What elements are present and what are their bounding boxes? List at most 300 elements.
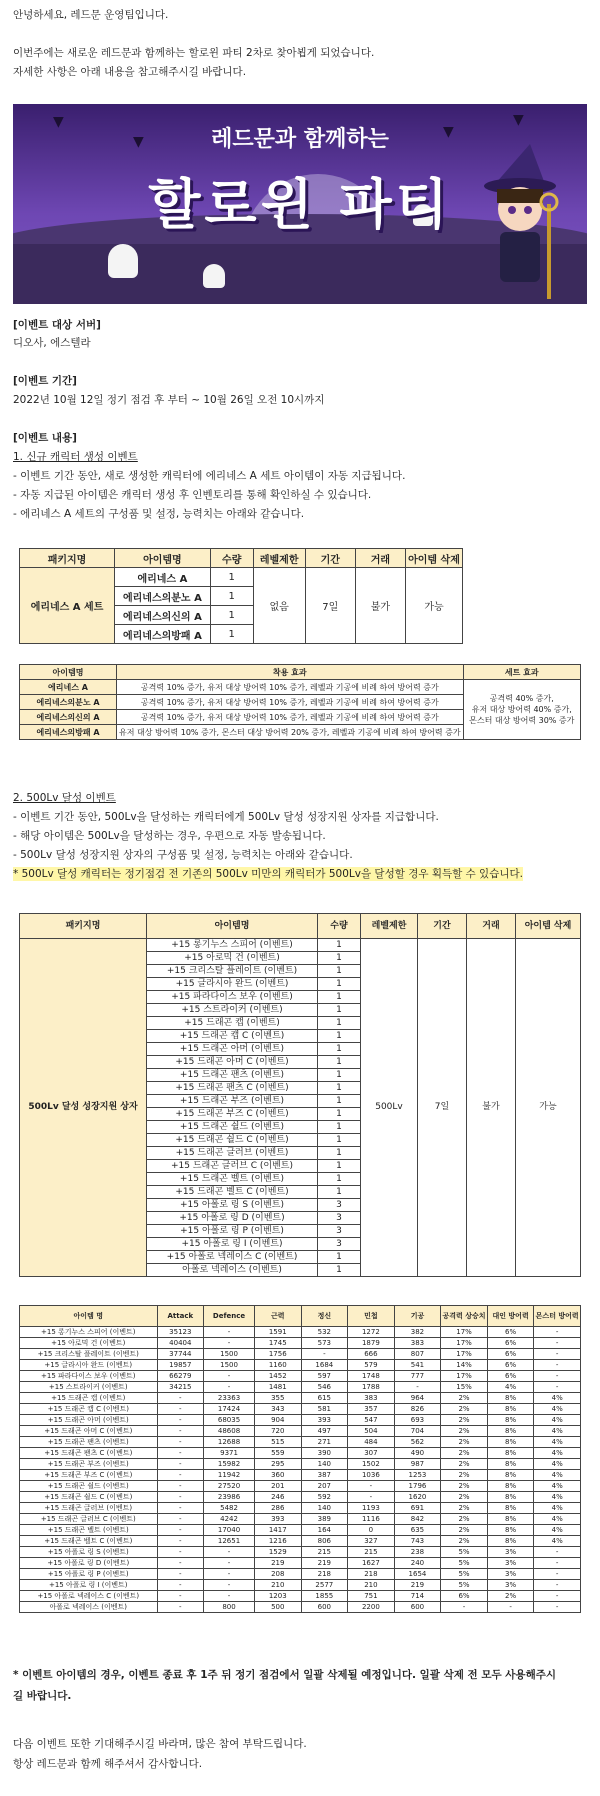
stat-cell: 34215 — [157, 1382, 204, 1393]
item-name-cell: +15 드래곤 글러브 C (이벤트) — [20, 1514, 158, 1525]
stat-cell: 1620 — [394, 1492, 441, 1503]
stat-cell: 600 — [394, 1602, 441, 1613]
stat-cell: 343 — [254, 1404, 301, 1415]
quantity-cell: 1 — [318, 1056, 361, 1069]
stat-cell: - — [157, 1459, 204, 1470]
table-header: 민첩 — [348, 1306, 395, 1327]
stat-cell: - — [157, 1536, 204, 1547]
stat-cell: 6% — [487, 1338, 534, 1349]
package-name-cell: 에리네스 A 세트 — [20, 568, 115, 644]
stat-cell: 5% — [441, 1580, 488, 1591]
stat-cell: 5% — [441, 1547, 488, 1558]
item-name-cell: 에리네스의방패 A — [115, 625, 211, 644]
stat-cell: 777 — [394, 1371, 441, 1382]
stat-cell: - — [204, 1382, 255, 1393]
quantity-cell: 3 — [318, 1238, 361, 1251]
stat-cell: 1272 — [348, 1327, 395, 1338]
stat-cell: 1529 — [254, 1547, 301, 1558]
event2-stats-table — [19, 1305, 581, 1613]
stat-cell: 515 — [254, 1437, 301, 1448]
stat-cell: 4% — [487, 1382, 534, 1393]
stat-cell: 8% — [487, 1448, 534, 1459]
delete-cell: 가능 — [405, 568, 462, 644]
stat-cell: - — [157, 1426, 204, 1437]
stat-cell: 66279 — [157, 1371, 204, 1382]
table-row — [20, 1569, 581, 1580]
table-row — [20, 939, 581, 952]
stat-cell: 1879 — [348, 1338, 395, 1349]
quantity-cell: 1 — [318, 978, 361, 991]
stat-cell: 541 — [394, 1360, 441, 1371]
stat-cell: 6% — [487, 1349, 534, 1360]
set-effect-line: 유저 대상 방어력 40% 증가, — [471, 705, 572, 714]
table-header-row — [20, 1306, 581, 1327]
quantity-cell: 1 — [210, 606, 253, 625]
stat-cell: 4% — [534, 1415, 581, 1426]
quantity-cell: 1 — [318, 1147, 361, 1160]
intro-line-2: 자세한 사항은 아래 내용을 참고해주시길 바랍니다. — [13, 66, 247, 78]
item-name-cell: +15 드래곤 부즈 (이벤트) — [147, 1095, 318, 1108]
event2-heading: 2. 500Lv 달성 이벤트 — [13, 792, 116, 804]
stat-cell: - — [157, 1470, 204, 1481]
stat-cell: 286 — [254, 1503, 301, 1514]
stat-cell: 8% — [487, 1503, 534, 1514]
event1-package-table — [19, 548, 463, 644]
closing-line-1: 다음 이벤트 또한 기대해주시길 바라며, 많은 참여 부탁드립니다. — [13, 1738, 307, 1750]
table-header: 아이템명 — [147, 914, 318, 939]
event2-line: - 해당 아이템은 500Lv을 달성하는 경우, 우편으로 자동 발송됩니다. — [13, 830, 326, 842]
event2-line: - 500Lv 달성 성장지원 상자의 구성품 및 설정, 능력치는 아래와 같습니다. — [13, 849, 353, 861]
stat-cell: 1684 — [301, 1360, 348, 1371]
table-header: 아이템 삭제 — [516, 914, 581, 939]
stat-cell: 904 — [254, 1415, 301, 1426]
server-value: 디오사, 에스텔라 — [13, 337, 91, 349]
item-name-cell: 에리네스의신의 A — [20, 710, 117, 725]
stat-cell: 1855 — [301, 1591, 348, 1602]
item-name-cell: +15 파라다이스 보우 (이벤트) — [20, 1371, 158, 1382]
stat-cell: - — [204, 1327, 255, 1338]
quantity-cell: 1 — [318, 1173, 361, 1186]
table-row — [20, 1349, 581, 1360]
stat-cell: 387 — [301, 1470, 348, 1481]
stat-cell: 800 — [204, 1602, 255, 1613]
stat-cell: 635 — [394, 1525, 441, 1536]
quantity-cell: 1 — [210, 625, 253, 644]
stat-cell: 2% — [441, 1481, 488, 1492]
table-header-row — [20, 549, 463, 568]
stat-cell: 8% — [487, 1536, 534, 1547]
stat-cell: 4% — [534, 1459, 581, 1470]
stat-cell: - — [534, 1349, 581, 1360]
item-name-cell: +15 아폴로 링 I (이벤트) — [20, 1580, 158, 1591]
table-row — [20, 1393, 581, 1404]
stat-cell: 1796 — [394, 1481, 441, 1492]
quantity-cell: 1 — [318, 1264, 361, 1277]
stat-cell: 360 — [254, 1470, 301, 1481]
stat-cell: 1654 — [394, 1569, 441, 1580]
quantity-cell: 1 — [318, 965, 361, 978]
table-header: 거래 — [467, 914, 516, 939]
content-heading: [이벤트 내용] — [13, 432, 77, 444]
stat-cell: 5% — [441, 1558, 488, 1569]
stat-cell: - — [204, 1591, 255, 1602]
stat-cell: - — [348, 1481, 395, 1492]
item-name-cell: +15 드래곤 쉴드 C (이벤트) — [147, 1134, 318, 1147]
stat-cell: - — [157, 1481, 204, 1492]
stat-cell: 1203 — [254, 1591, 301, 1602]
stat-cell: - — [204, 1558, 255, 1569]
quantity-cell: 1 — [318, 1134, 361, 1147]
stat-cell: 615 — [301, 1393, 348, 1404]
event2-note: * 500Lv 달성 캐릭터는 정기점검 전 기존의 500Lv 미만의 캐릭터가 500Lv을 달성할 경우 획득할 수 있습니다. — [13, 868, 523, 880]
stat-cell: 532 — [301, 1327, 348, 1338]
item-name-cell: +15 크리스탈 플레이트 (이벤트) — [20, 1349, 158, 1360]
effect-cell: 공격력 10% 증가, 유저 대상 방어력 10% 증가, 레벨과 기공에 비례 하여 방어력 증가 — [117, 695, 464, 710]
trade-cell: 불가 — [467, 939, 516, 1277]
stat-cell: 215 — [348, 1547, 395, 1558]
stat-cell: 8% — [487, 1393, 534, 1404]
stat-cell: 2% — [441, 1525, 488, 1536]
intro-line-1: 이번주에는 새로운 레드문과 함께하는 할로윈 파티 2차로 찾아뵙게 되었습니다. — [13, 47, 375, 59]
stat-cell: - — [157, 1580, 204, 1591]
stat-cell: 40404 — [157, 1338, 204, 1349]
table-header: 기간 — [418, 914, 467, 939]
table-row — [20, 1525, 581, 1536]
item-name-cell: +15 드래곤 쉴드 C (이벤트) — [20, 1492, 158, 1503]
stat-cell: 490 — [394, 1448, 441, 1459]
stat-cell: - — [487, 1602, 534, 1613]
item-name-cell: +15 드래곤 팬츠 C (이벤트) — [20, 1448, 158, 1459]
table-row — [20, 1558, 581, 1569]
quantity-cell: 3 — [318, 1212, 361, 1225]
item-name-cell: 에리네스의분노 A — [115, 587, 211, 606]
stat-cell: - — [204, 1580, 255, 1591]
stat-cell: - — [157, 1514, 204, 1525]
stat-cell: 4% — [534, 1470, 581, 1481]
stat-cell: 9371 — [204, 1448, 255, 1459]
table-row — [20, 1404, 581, 1415]
item-name-cell: +15 드래곤 쉴드 (이벤트) — [147, 1121, 318, 1134]
bat-icon: ▼ — [513, 112, 524, 128]
stat-cell: 4% — [534, 1536, 581, 1547]
stat-cell: 714 — [394, 1591, 441, 1602]
period-cell: 7일 — [418, 939, 467, 1277]
table-header: 공격력 상승치 — [441, 1306, 488, 1327]
stat-cell: 743 — [394, 1536, 441, 1547]
stat-cell: - — [534, 1602, 581, 1613]
item-name-cell: +15 아로믹 건 (이벤트) — [147, 952, 318, 965]
item-name-cell: +15 드래곤 아머 (이벤트) — [147, 1043, 318, 1056]
banner-title: 할로윈 파티 — [148, 173, 452, 236]
quantity-cell: 1 — [210, 587, 253, 606]
stat-cell: 1500 — [204, 1360, 255, 1371]
stat-cell: 573 — [301, 1338, 348, 1349]
stat-cell: 35123 — [157, 1327, 204, 1338]
item-name-cell: +15 드래곤 부즈 C (이벤트) — [147, 1108, 318, 1121]
item-name-cell: +15 드래곤 팬츠 (이벤트) — [20, 1437, 158, 1448]
quantity-cell: 1 — [318, 1043, 361, 1056]
stat-cell: 5% — [441, 1569, 488, 1580]
table-row — [20, 1437, 581, 1448]
item-name-cell: +15 드래곤 팬츠 (이벤트) — [147, 1069, 318, 1082]
stat-cell: 4% — [534, 1437, 581, 1448]
stat-cell: 1417 — [254, 1525, 301, 1536]
stat-cell: 2% — [441, 1492, 488, 1503]
item-name-cell: +15 드래곤 부즈 C (이벤트) — [20, 1470, 158, 1481]
stat-cell: 3% — [487, 1569, 534, 1580]
stat-cell: 17% — [441, 1349, 488, 1360]
stat-cell: 2% — [441, 1514, 488, 1525]
stat-cell: 382 — [394, 1327, 441, 1338]
table-header: 아이템 명 — [20, 1306, 158, 1327]
table-header: 레벨제한 — [253, 549, 305, 568]
quantity-cell: 1 — [318, 991, 361, 1004]
quantity-cell: 3 — [318, 1199, 361, 1212]
stat-cell: 17% — [441, 1327, 488, 1338]
stat-cell: 393 — [301, 1415, 348, 1426]
stat-cell: - — [157, 1525, 204, 1536]
table-row — [20, 1547, 581, 1558]
stat-cell: 1481 — [254, 1382, 301, 1393]
stat-cell: 597 — [301, 1371, 348, 1382]
stat-cell: 140 — [301, 1503, 348, 1514]
stat-cell: - — [204, 1371, 255, 1382]
stat-cell: 1500 — [204, 1349, 255, 1360]
item-name-cell: 에리네스 A — [20, 680, 117, 695]
stat-cell: 215 — [301, 1547, 348, 1558]
stat-cell: 751 — [348, 1591, 395, 1602]
stat-cell: 579 — [348, 1360, 395, 1371]
stat-cell: - — [301, 1349, 348, 1360]
stat-cell: 807 — [394, 1349, 441, 1360]
effect-cell: 공격력 10% 증가, 유저 대상 방어력 10% 증가, 레벨과 기공에 비례 하여 방어력 증가 — [117, 680, 464, 695]
stat-cell: 1216 — [254, 1536, 301, 1547]
stat-cell: 12651 — [204, 1536, 255, 1547]
stat-cell: 238 — [394, 1547, 441, 1558]
item-name-cell: +15 드래곤 팬츠 C (이벤트) — [147, 1082, 318, 1095]
table-row — [20, 1580, 581, 1591]
stat-cell: 497 — [301, 1426, 348, 1437]
table-row — [20, 1371, 581, 1382]
item-name-cell: +15 드래곤 벨트 (이벤트) — [20, 1525, 158, 1536]
stat-cell: 383 — [394, 1338, 441, 1349]
footer-note-line-1: * 이벤트 아이템의 경우, 이벤트 종료 후 1주 뒤 정기 점검에서 일괄 삭제될 예정입니다. 일괄 삭제 전 모두 사용해주시 — [13, 1669, 557, 1681]
stat-cell: 6% — [487, 1371, 534, 1382]
item-name-cell: +15 글라시아 완드 (이벤트) — [147, 978, 318, 991]
stat-cell: 691 — [394, 1503, 441, 1514]
level-limit-cell: 500Lv — [361, 939, 418, 1277]
stat-cell: 219 — [254, 1558, 301, 1569]
table-header: 패키지명 — [20, 914, 147, 939]
stat-cell: 327 — [348, 1536, 395, 1547]
stat-cell: 208 — [254, 1569, 301, 1580]
stat-cell: 23363 — [204, 1393, 255, 1404]
item-name-cell: +15 아폴로 링 D (이벤트) — [147, 1212, 318, 1225]
quantity-cell: 1 — [318, 1186, 361, 1199]
stat-cell: 8% — [487, 1459, 534, 1470]
period-value: 2022년 10월 12일 정기 점검 후 부터 ~ 10월 26일 오전 10시까지 — [13, 394, 325, 406]
table-row — [20, 1448, 581, 1459]
table-header: 아이템명 — [115, 549, 211, 568]
stat-cell: - — [157, 1547, 204, 1558]
stat-cell: - — [534, 1569, 581, 1580]
stat-cell: 1193 — [348, 1503, 395, 1514]
table-row — [20, 1382, 581, 1393]
period-cell: 7일 — [305, 568, 355, 644]
stat-cell: 2% — [441, 1470, 488, 1481]
item-name-cell: 에리네스 A — [115, 568, 211, 587]
stat-cell: 987 — [394, 1459, 441, 1470]
item-name-cell: +15 아폴로 넥레이스 C (이벤트) — [147, 1251, 318, 1264]
stat-cell: - — [394, 1382, 441, 1393]
delete-cell: 가능 — [516, 939, 581, 1277]
item-name-cell: +15 스트라이커 (이벤트) — [147, 1004, 318, 1017]
item-name-cell: +15 드래곤 캡 (이벤트) — [147, 1017, 318, 1030]
quantity-cell: 1 — [318, 1030, 361, 1043]
stat-cell: 964 — [394, 1393, 441, 1404]
quantity-cell: 1 — [318, 1017, 361, 1030]
table-header-row — [20, 914, 581, 939]
quantity-cell: 1 — [318, 1004, 361, 1017]
bat-icon: ▼ — [443, 124, 454, 140]
stat-cell: 218 — [301, 1569, 348, 1580]
stat-cell: 4% — [534, 1393, 581, 1404]
ghost-icon — [108, 244, 138, 278]
table-header: Defence — [204, 1306, 255, 1327]
event2-line: - 이벤트 기간 동안, 500Lv을 달성하는 캐릭터에게 500Lv 달성 성장지원 상자를 지급합니다. — [13, 811, 439, 823]
stat-cell: 210 — [254, 1580, 301, 1591]
bat-icon: ▼ — [53, 114, 64, 130]
quantity-cell: 1 — [318, 1160, 361, 1173]
stat-cell: - — [157, 1602, 204, 1613]
stat-cell: 357 — [348, 1404, 395, 1415]
event1-effects-table — [19, 664, 581, 740]
stat-cell: 4% — [534, 1404, 581, 1415]
stat-cell: 219 — [301, 1558, 348, 1569]
item-name-cell: +15 드래곤 캡 C (이벤트) — [147, 1030, 318, 1043]
server-heading: [이벤트 대상 서버] — [13, 319, 101, 331]
stat-cell: 500 — [254, 1602, 301, 1613]
stat-cell: 6% — [441, 1591, 488, 1602]
stat-cell: 8% — [487, 1415, 534, 1426]
stat-cell: 1748 — [348, 1371, 395, 1382]
stat-cell: - — [348, 1492, 395, 1503]
item-name-cell: +15 드래곤 글러브 (이벤트) — [20, 1503, 158, 1514]
stat-cell: - — [204, 1547, 255, 1558]
stat-cell: 390 — [301, 1448, 348, 1459]
stat-cell: 11942 — [204, 1470, 255, 1481]
stat-cell: - — [534, 1558, 581, 1569]
trade-cell: 불가 — [355, 568, 405, 644]
stat-cell: 4% — [534, 1525, 581, 1536]
stat-cell: 581 — [301, 1404, 348, 1415]
item-name-cell: +15 파라다이스 보우 (이벤트) — [147, 991, 318, 1004]
stat-cell: - — [157, 1437, 204, 1448]
stat-cell: 842 — [394, 1514, 441, 1525]
table-header: 레벨제한 — [361, 914, 418, 939]
stat-cell: 48608 — [204, 1426, 255, 1437]
stat-cell: 240 — [394, 1558, 441, 1569]
table-row — [20, 1360, 581, 1371]
stat-cell: 2% — [441, 1437, 488, 1448]
stat-cell: 5482 — [204, 1503, 255, 1514]
stat-cell: 8% — [487, 1437, 534, 1448]
item-name-cell: +15 드래곤 아머 C (이벤트) — [20, 1426, 158, 1437]
level-limit-cell: 없음 — [253, 568, 305, 644]
stat-cell: 8% — [487, 1525, 534, 1536]
item-name-cell: +15 스트라이커 (이벤트) — [20, 1382, 158, 1393]
stat-cell: - — [157, 1448, 204, 1459]
event1-heading: 1. 신규 캐릭터 생성 이벤트 — [13, 451, 138, 463]
quantity-cell: 1 — [318, 939, 361, 952]
stat-cell: 164 — [301, 1525, 348, 1536]
footer-note-line-2: 길 바랍니다. — [13, 1690, 72, 1702]
quantity-cell: 1 — [318, 1121, 361, 1134]
stat-cell: 68035 — [204, 1415, 255, 1426]
stat-cell: 1591 — [254, 1327, 301, 1338]
item-name-cell: +15 드래곤 벨트 C (이벤트) — [20, 1536, 158, 1547]
table-header: 기공 — [394, 1306, 441, 1327]
stat-cell: 8% — [487, 1404, 534, 1415]
quantity-cell: 1 — [318, 1095, 361, 1108]
stat-cell: - — [157, 1492, 204, 1503]
stat-cell: 1627 — [348, 1558, 395, 1569]
stat-cell: 6% — [487, 1327, 534, 1338]
stat-cell: 562 — [394, 1437, 441, 1448]
stat-cell: 8% — [487, 1481, 534, 1492]
stat-cell: 37744 — [157, 1349, 204, 1360]
stat-cell: - — [157, 1569, 204, 1580]
stat-cell: 23986 — [204, 1492, 255, 1503]
stat-cell: 8% — [487, 1426, 534, 1437]
stat-cell: - — [534, 1360, 581, 1371]
ghost-icon — [203, 264, 225, 288]
effect-cell: 공격력 10% 증가, 유저 대상 방어력 10% 증가, 레벨과 기공에 비례 하여 방어력 증가 — [117, 710, 464, 725]
table-row — [20, 1459, 581, 1470]
table-row — [20, 1338, 581, 1349]
stat-cell: 2% — [441, 1404, 488, 1415]
table-row — [20, 1481, 581, 1492]
stat-cell: 1745 — [254, 1338, 301, 1349]
item-name-cell: +15 아폴로 링 S (이벤트) — [20, 1547, 158, 1558]
stat-cell: 17040 — [204, 1525, 255, 1536]
item-name-cell: +15 아폴로 링 P (이벤트) — [147, 1225, 318, 1238]
item-name-cell: +15 드래곤 아머 (이벤트) — [20, 1415, 158, 1426]
stat-cell: 8% — [487, 1470, 534, 1481]
item-name-cell: +15 롱기누스 스피어 (이벤트) — [147, 939, 318, 952]
event2-package-table — [19, 913, 581, 1277]
table-header: 대인 방어력 — [487, 1306, 534, 1327]
stat-cell: 2% — [441, 1415, 488, 1426]
table-header: 수량 — [318, 914, 361, 939]
quantity-cell: 1 — [210, 568, 253, 587]
stat-cell: 19857 — [157, 1360, 204, 1371]
stat-cell: 504 — [348, 1426, 395, 1437]
stat-cell: 1788 — [348, 1382, 395, 1393]
stat-cell: 2% — [441, 1426, 488, 1437]
stat-cell: 4% — [534, 1503, 581, 1514]
table-header: 세트 효과 — [463, 665, 580, 680]
item-name-cell: +15 크리스탈 플레이트 (이벤트) — [147, 965, 318, 978]
quantity-cell: 1 — [318, 1108, 361, 1121]
stat-cell: 2% — [487, 1591, 534, 1602]
table-header: 착용 효과 — [117, 665, 464, 680]
stat-cell: 8% — [487, 1514, 534, 1525]
item-name-cell: +15 드래곤 아머 C (이벤트) — [147, 1056, 318, 1069]
stat-cell: 3% — [487, 1547, 534, 1558]
table-row — [20, 1503, 581, 1514]
period-heading: [이벤트 기간] — [13, 375, 77, 387]
